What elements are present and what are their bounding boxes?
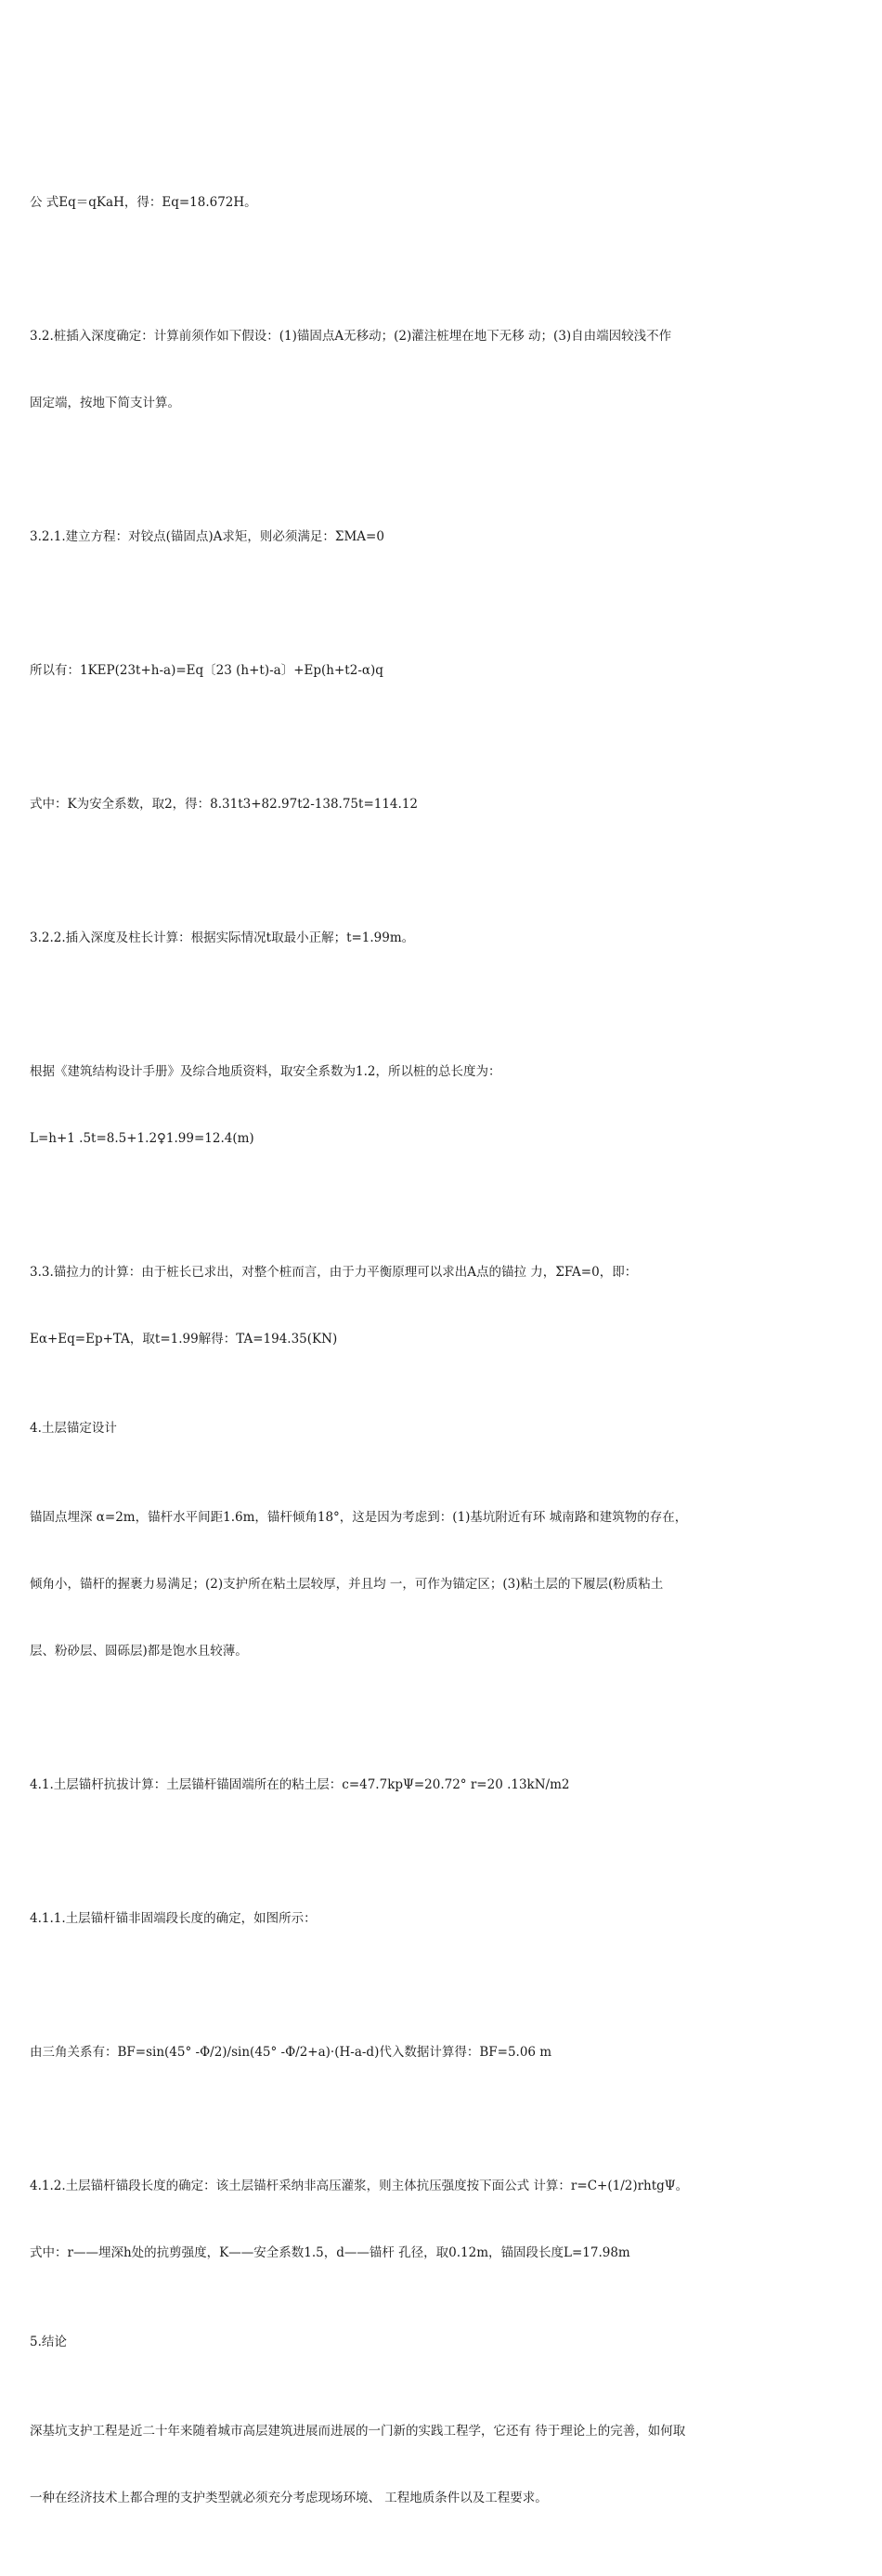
paragraph-equation: [30, 615, 856, 726]
paragraph-triangle: [30, 1997, 856, 2108]
text-line: 层、粉砂层、圆砾层)都是饱水且较薄。: [30, 1644, 248, 1659]
paragraph-pile-depth: [30, 280, 856, 459]
paragraph-free-length: [30, 1863, 856, 1974]
text-line: 3.2.1.建立方程：对铰点(锚固点)A求矩，则必须满足：ΣMA=0: [30, 529, 384, 544]
paragraph-safety-factor: [30, 748, 856, 860]
heading-text: 5.结论: [30, 2335, 67, 2349]
paragraph-anchor-depth: [30, 1462, 856, 1707]
text-line: 所以有：1KEP(23t+h-a)=Eq〔23 (h+t)-a〕+Ep(h+t2-α)q: [30, 663, 383, 678]
text-line: 4.1.1.土层锚杆锚非固端段长度的确定，如图所示：: [30, 1911, 317, 1926]
text-line: 锚固点埋深 α=2m，锚杆水平间距1.6m，锚杆倾角18°，这是因为考虑到：(1)基坑附近有环 城南路和建筑物的存在，: [30, 1510, 688, 1525]
text-line: 3.2.2.插入深度及柱长计算：根据实际情况t取最小正解；t=1.99m。: [30, 930, 415, 945]
text-line: 式中：K为安全系数，取2，得：8.31t3+82.97t2-138.75t=114.12: [30, 797, 418, 812]
document-body: [30, 147, 856, 2576]
text-line: 固定端，按地下简支计算。: [30, 396, 180, 410]
text-line: 倾角小，锚杆的握裹力易满足；(2)支护所在粘土层较厚，并且均 一，可作为锚定区；(3)粘土层的下履层(粉质粘土: [30, 1577, 664, 1592]
text-line: 3.3.锚拉力的计算：由于桩长已求出，对整个桩而言，由于力平衡原理可以求出A点的锚拉 力，ΣFA=0，即：: [30, 1265, 638, 1280]
text-line: 深基坑支护工程是近二十年来随着城市高层建筑进展而进展的一门新的实践工程学，它还有 待于理论上的完善，如何取: [30, 2424, 686, 2439]
paragraph-pullout-calc: [30, 1729, 856, 1841]
paragraph-conclusion: [30, 2375, 856, 2554]
text-line: 一种在经济技术上都合理的支护类型就必须充分考虑现场环境、 工程地质条件以及工程要求。: [30, 2491, 548, 2505]
paragraph-equation-setup: [30, 481, 856, 592]
paragraph-anchor-length: [30, 2130, 856, 2309]
text-line: 式中：r——埋深h处的抗剪强度，K——安全系数1.5，d——锚杆 孔径，取0.12m，锚固段长度L=17.98m: [30, 2245, 630, 2260]
text-line: 3.2.桩插入深度确定：计算前须作如下假设：(1)锚固点A无移动；(2)灌注桩埋在地下无移 动；(3)自由端因较浅不作: [30, 329, 672, 344]
paragraph-eq-formula: [30, 147, 856, 258]
text-line: 公 式Eq＝qKaH，得：Eq=18.672H。: [30, 195, 257, 210]
text-line: L=h+1 .5t=8.5+1.2♀1.99=12.4(m): [30, 1131, 254, 1146]
paragraph-anchor-force: [30, 1216, 856, 1395]
text-line: 4.1.2.土层锚杆锚段长度的确定：该土层锚杆采纳非高压灌浆，则主体抗压强度按下面公式 计算：r=C+(1/2)rhtgΨ。: [30, 2179, 689, 2193]
text-line: 根据《建筑结构设计手册》及综合地质资料，取安全系数为1.2，所以桩的总长度为：: [30, 1064, 501, 1079]
section-heading-anchor-design: [30, 1417, 856, 1439]
paragraph-insertion-depth: [30, 882, 856, 994]
heading-text: 4.土层锚定设计: [30, 1421, 117, 1436]
paragraph-pile-length: [30, 1016, 856, 1194]
text-line: 由三角关系有：BF=sin(45° -Φ/2)/sin(45° -Φ/2+a)·(H-a-d)代入数据计算得：BF=5.06 m: [30, 2045, 552, 2060]
section-heading-conclusion: [30, 2331, 856, 2353]
text-line: Eα+Eq=Ep+TA，取t=1.99解得：TA=194.35(KN): [30, 1332, 338, 1347]
text-line: 4.1.土层锚杆抗拔计算：土层锚杆锚固端所在的粘土层：c=47.7kpΨ=20.72° r=20 .13kN/m2: [30, 1777, 570, 1792]
